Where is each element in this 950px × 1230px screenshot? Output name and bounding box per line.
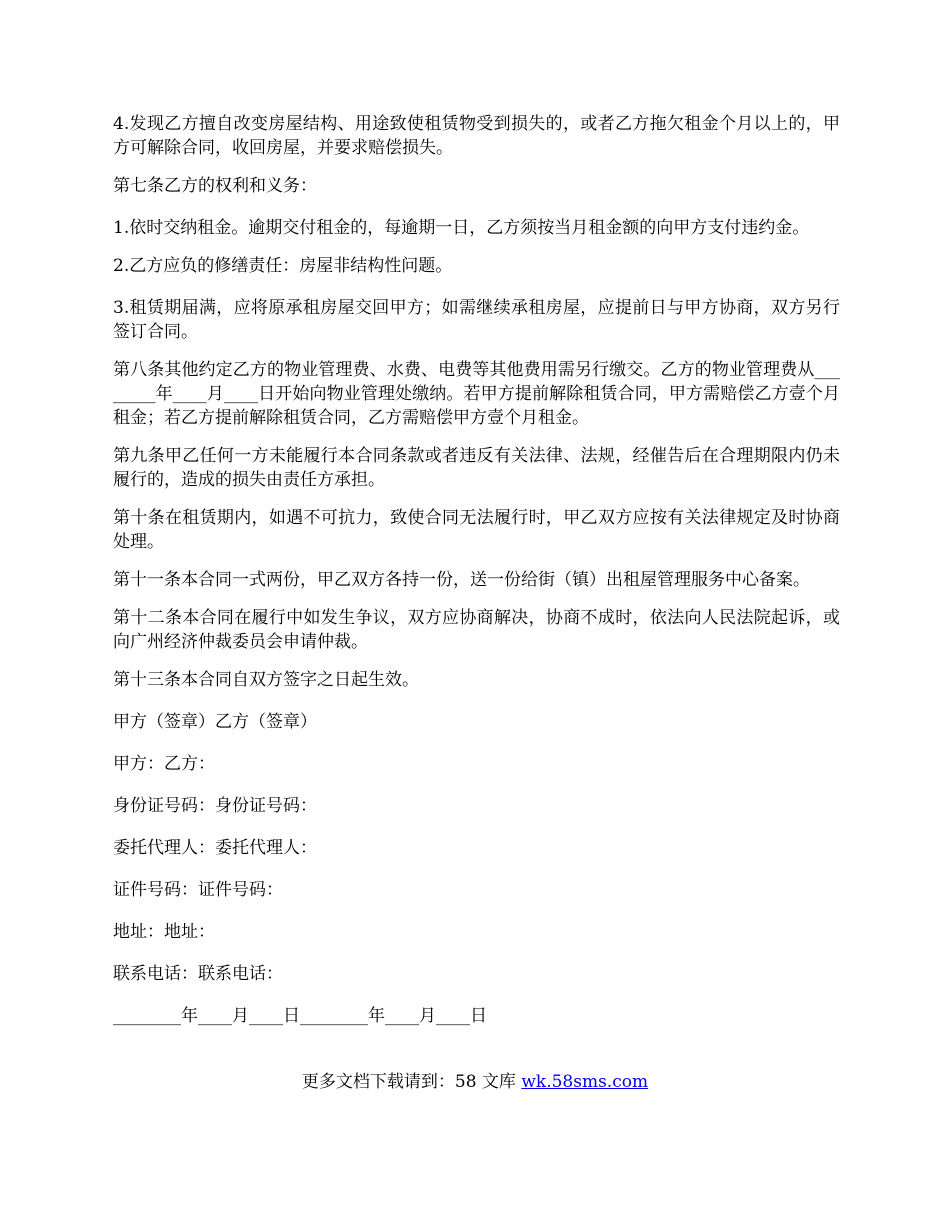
article-12: 第十二条本合同在履行中如发生争议，双方应协商解决，协商不成时，依法向人民法院起诉，或向广州经济仲裁委员会申请仲裁。 bbox=[113, 608, 840, 652]
footer-text: 更多文档下载请到：58 文库 bbox=[301, 1072, 522, 1092]
id-number-line: 身份证号码：身份证号码： bbox=[113, 796, 317, 816]
party-names-line: 甲方：乙方： bbox=[113, 754, 215, 774]
footer bbox=[0, 1070, 950, 1094]
article-10: 第十条在租赁期内，如遇不可抗力，致使合同无法履行时，甲乙双方应按有关法律规定及时协商处理。 bbox=[113, 508, 840, 552]
article-9: 第九条甲乙任何一方未能履行本合同条款或者违反有关法律、法规，经催告后在合理期限内仍未履行的，造成的损失由责任方承担。 bbox=[113, 446, 840, 490]
clause-4-termination: 4.发现乙方擅自改变房屋结构、用途致使租赁物受到损失的，或者乙方拖欠租金个月以上的，甲方可解除合同，收回房屋，并要求赔偿损失。 bbox=[113, 114, 840, 158]
date-line: ________年____月____日________年____月____日 bbox=[113, 1006, 487, 1026]
article-11: 第十一条本合同一式两份，甲乙双方各持一份，送一份给街（镇）出租屋管理服务中心备案。 bbox=[113, 570, 810, 590]
clause-3-lease-expiry: 3.租赁期届满，应将原承租房屋交回甲方；如需继续承租房屋，应提前日与甲方协商，双方另行签订合同。 bbox=[113, 298, 840, 342]
signature-seal-line: 甲方（签章）乙方（签章） bbox=[113, 712, 317, 732]
article-13: 第十三条本合同自双方签字之日起生效。 bbox=[113, 670, 419, 690]
footer-link[interactable]: wk.58sms.com bbox=[521, 1072, 649, 1092]
certificate-number-line: 证件号码：证件号码： bbox=[113, 880, 283, 900]
article-7-heading: 第七条乙方的权利和义务： bbox=[113, 176, 317, 196]
document-body bbox=[113, 112, 840, 1046]
phone-line: 联系电话：联系电话： bbox=[113, 964, 283, 984]
article-8: 第八条其他约定乙方的物业管理费、水费、电费等其他费用需另行缴交。乙方的物业管理费从________年____月____日开始向物业管理处缴纳。若甲方提前解除租赁合同，甲方需赔偿乙方壹个月租金；若乙方提前解除租赁合同，乙方需赔偿甲方壹个月租金。 bbox=[113, 360, 840, 428]
clause-1-rent-payment: 1.依时交纳租金。逾期交付租金的，每逾期一日，乙方须按当月租金额的向甲方支付违约金。 bbox=[113, 218, 810, 238]
address-line: 地址：地址： bbox=[113, 922, 215, 942]
clause-2-repair: 2.乙方应负的修缮责任：房屋非结构性问题。 bbox=[113, 256, 453, 276]
agent-line: 委托代理人：委托代理人： bbox=[113, 838, 317, 858]
